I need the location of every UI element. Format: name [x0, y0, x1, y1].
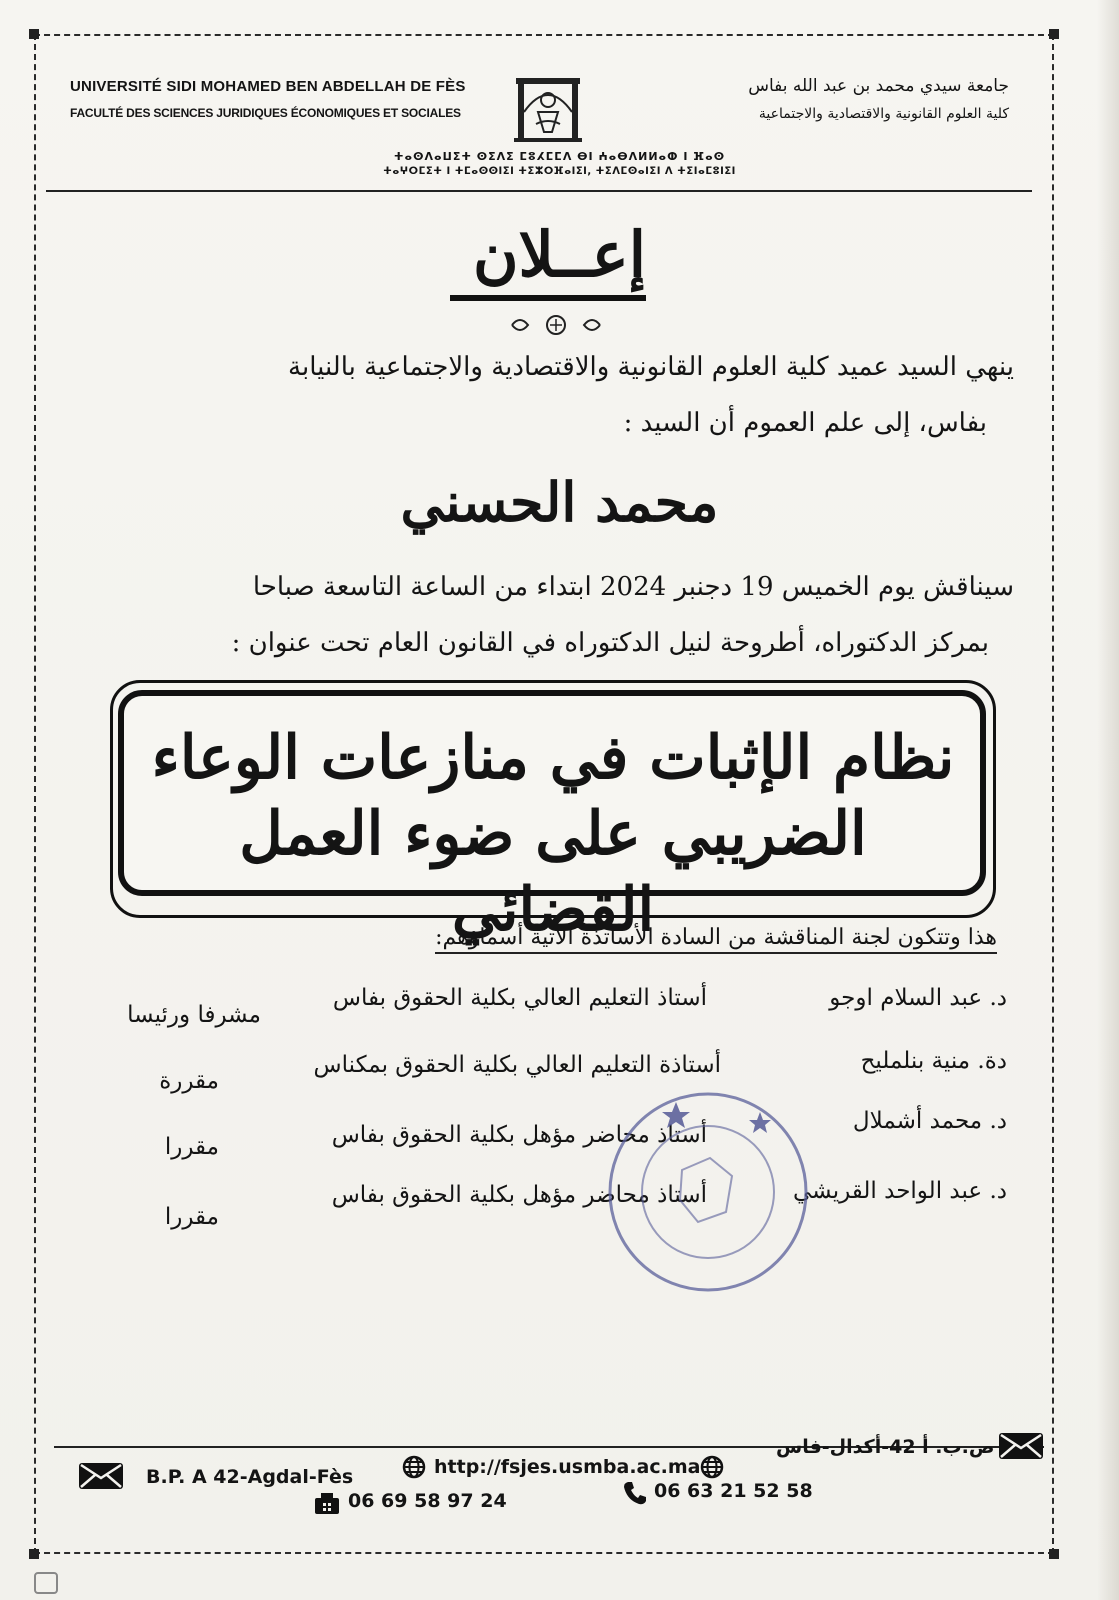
tifinagh-faculty-name: ⵜⴰⵖⵔⵎⵉⵜ ⵏ ⵜⵎⴰⵙⵙⵏⵉⵏ ⵜⵉⵣⵔⴼⴰⵏⵉⵏ, ⵜⵉⴷⵎⵙⴰⵏⵉⵏ ⴷ ⵜⵉⵏⴰⵎⵓⵏⵉⵏ — [383, 166, 736, 177]
member-title: أستاذ محاضر مؤهل بكلية الحقوق بفاس — [331, 1182, 707, 1208]
member-name: د. عبد الواحد القريشي — [793, 1178, 1007, 1204]
member-name: دة. منية بنلمليح — [860, 1048, 1007, 1074]
intro-line-1: ينهي السيد عميد كلية العلوم القانونية والاقتصادية والاجتماعية بالنيابة — [288, 352, 1014, 382]
phone-number-1[interactable]: 06 63 21 52 58 — [654, 1480, 813, 1502]
fax-icon — [314, 1492, 340, 1516]
member-name: د. عبد السلام اوجو — [829, 985, 1007, 1011]
frame-corner — [29, 1549, 39, 1559]
member-role: مشرفا ورئيسا — [127, 1002, 261, 1028]
university-name-ar: جامعة سيدي محمد بن عبد الله بفاس — [748, 76, 1009, 96]
po-box-fr: B.P. A 42-Agdal-Fès — [146, 1466, 354, 1488]
member-title: أستاذ محاضر مؤهل بكلية الحقوق بفاس — [331, 1122, 707, 1148]
faculty-name-fr: FACULTÉ DES SCIENCES JURIDIQUES ÉCONOMIQUES ET SOCIALES — [70, 106, 461, 120]
thesis-title: نظام الإثبات في منازعات الوعاء الضريبي على ضوء العمل القضائي — [151, 723, 955, 945]
title-underline — [450, 295, 646, 301]
header-divider — [46, 190, 1032, 192]
announcement-title: إعــلان — [472, 218, 647, 291]
university-name-fr: UNIVERSITÉ SIDI MOHAMED BEN ABDELLAH DE FÈS — [70, 78, 466, 95]
member-role: مقررا — [164, 1134, 219, 1160]
frame-corner — [1049, 29, 1059, 39]
member-role: مقررة — [159, 1068, 219, 1094]
ornament-flourish-icon — [506, 312, 606, 338]
member-title: أستاذ التعليم العالي بكلية الحقوق بفاس — [332, 985, 707, 1011]
committee-intro: هذا وتتكون لجنة المناقشة من السادة الأساتذة الآتية أسماؤهم: — [435, 925, 997, 954]
member-title: أستاذة التعليم العالي بكلية الحقوق بمكناس — [313, 1052, 721, 1078]
intro-line-2: بفاس، إلى علم العموم أن السيد : — [623, 408, 987, 438]
official-stamp — [590, 1080, 820, 1300]
frame-corner — [29, 29, 39, 39]
frame-corner — [1049, 1549, 1059, 1559]
schedule-line-2: بمركز الدكتوراه، أطروحة لنيل الدكتوراه في القانون العام تحت عنوان : — [231, 628, 989, 658]
university-emblem-icon — [512, 72, 584, 146]
faculty-name-ar: كلية العلوم القانونية والاقتصادية والاجتماعية — [758, 106, 1009, 122]
tifinagh-university-name: ⵜⴰⵙⴷⴰⵡⵉⵜ ⵙⵉⴷⵉ ⵎⵓⵃⵎⵎⴷ ⴱⵏ ⵄⴰⴱⴷⵍⵍⴰⵀ ⵏ ⴼⴰⵙ — [393, 150, 726, 163]
schedule-line-1: سيناقش يوم الخميس 19 دجنبر 2024 ابتداء من الساعة التاسعة صباحا — [252, 572, 1014, 602]
website-link[interactable]: http://fsjes.usmba.ac.ma — [434, 1456, 701, 1478]
globe-icon — [402, 1455, 426, 1479]
candidate-name: محمد الحسني — [400, 470, 719, 534]
scanner-watermark-icon — [34, 1572, 58, 1594]
member-role: مقررا — [164, 1204, 219, 1230]
phone-number-2[interactable]: 06 69 58 97 24 — [348, 1490, 507, 1512]
globe-icon — [700, 1455, 724, 1479]
mail-icon — [78, 1462, 124, 1490]
member-name: د. محمد أشملال — [852, 1108, 1007, 1134]
po-box-ar: ص.ب. أ 42-أكدال-فاس — [776, 1436, 995, 1458]
phone-icon — [622, 1480, 648, 1506]
mail-icon — [998, 1432, 1044, 1460]
